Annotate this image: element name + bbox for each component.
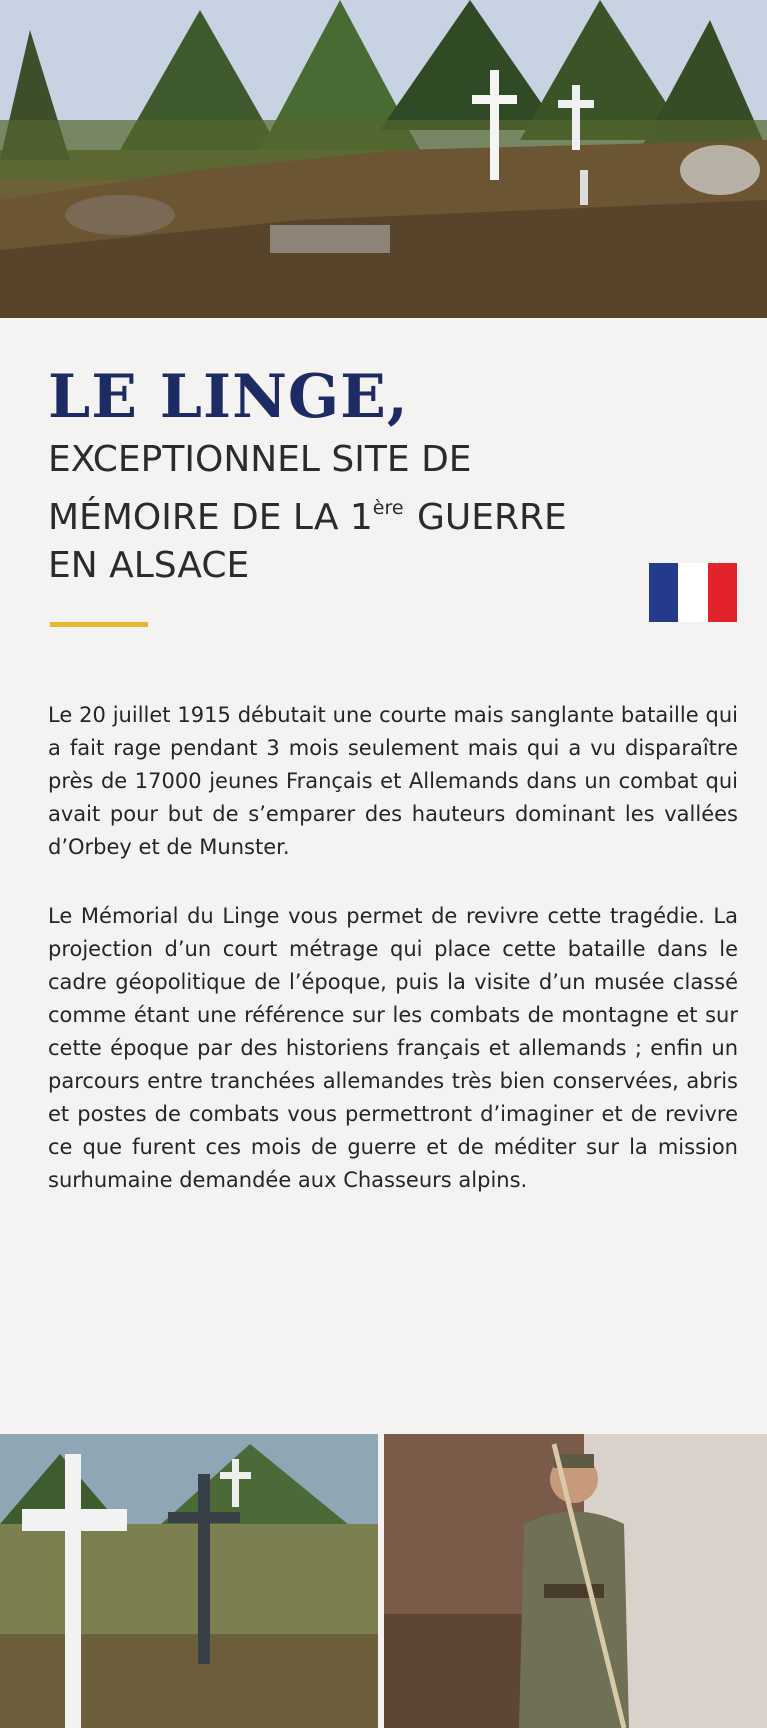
accent-divider xyxy=(50,622,148,627)
subtitle-line-2-pre: MÉMOIRE DE LA 1 xyxy=(48,497,373,538)
title-block xyxy=(48,362,748,590)
hero-photo xyxy=(0,0,767,318)
subtitle-line-2 xyxy=(48,484,688,542)
subtitle-line-2-post: GUERRE xyxy=(405,497,567,538)
museum-photo xyxy=(384,1434,767,1728)
subtitle-line-1: EXCEPTIONNEL SITE DE xyxy=(48,439,472,480)
article-body xyxy=(48,699,738,1233)
page-subtitle xyxy=(48,436,688,590)
subtitle-line-3: EN ALSACE xyxy=(48,545,250,586)
ordinal-superscript: ère xyxy=(372,497,404,519)
french-flag-icon xyxy=(649,563,737,622)
flag-white-stripe xyxy=(678,563,707,622)
paragraph-1: Le 20 juillet 1915 débutait une courte mais sanglante bataille qui a fait rage pendant 3 mois seulement mais qui a vu disparaître près de 17000 jeunes Français et Allemands dans un combat qui avait pour but de s’emparer des hauteurs dominant les vallées d’Orbey et de Munster. xyxy=(48,703,738,859)
flag-blue-stripe xyxy=(649,563,678,622)
cemetery-photo xyxy=(0,1434,378,1728)
flag-red-stripe xyxy=(708,563,737,622)
page-title: LE LINGE, xyxy=(48,362,409,432)
paragraph-2: Le Mémorial du Linge vous permet de revivre cette tragédie. La projection d’un court métrage qui place cette bataille dans le cadre géopolitique de l’époque, puis la visite d’un musée classé comme étant une référence sur les combats de montagne et sur cette époque par des historiens français et allemands ; enfin un parcours entre tranchées allemandes très bien conservées, abris et postes de combats vous permettront d’imaginer et de revivre ce que furent ces mois de guerre et de méditer sur la mission surhumaine demandée aux Chasseurs alpins. xyxy=(48,904,738,1192)
